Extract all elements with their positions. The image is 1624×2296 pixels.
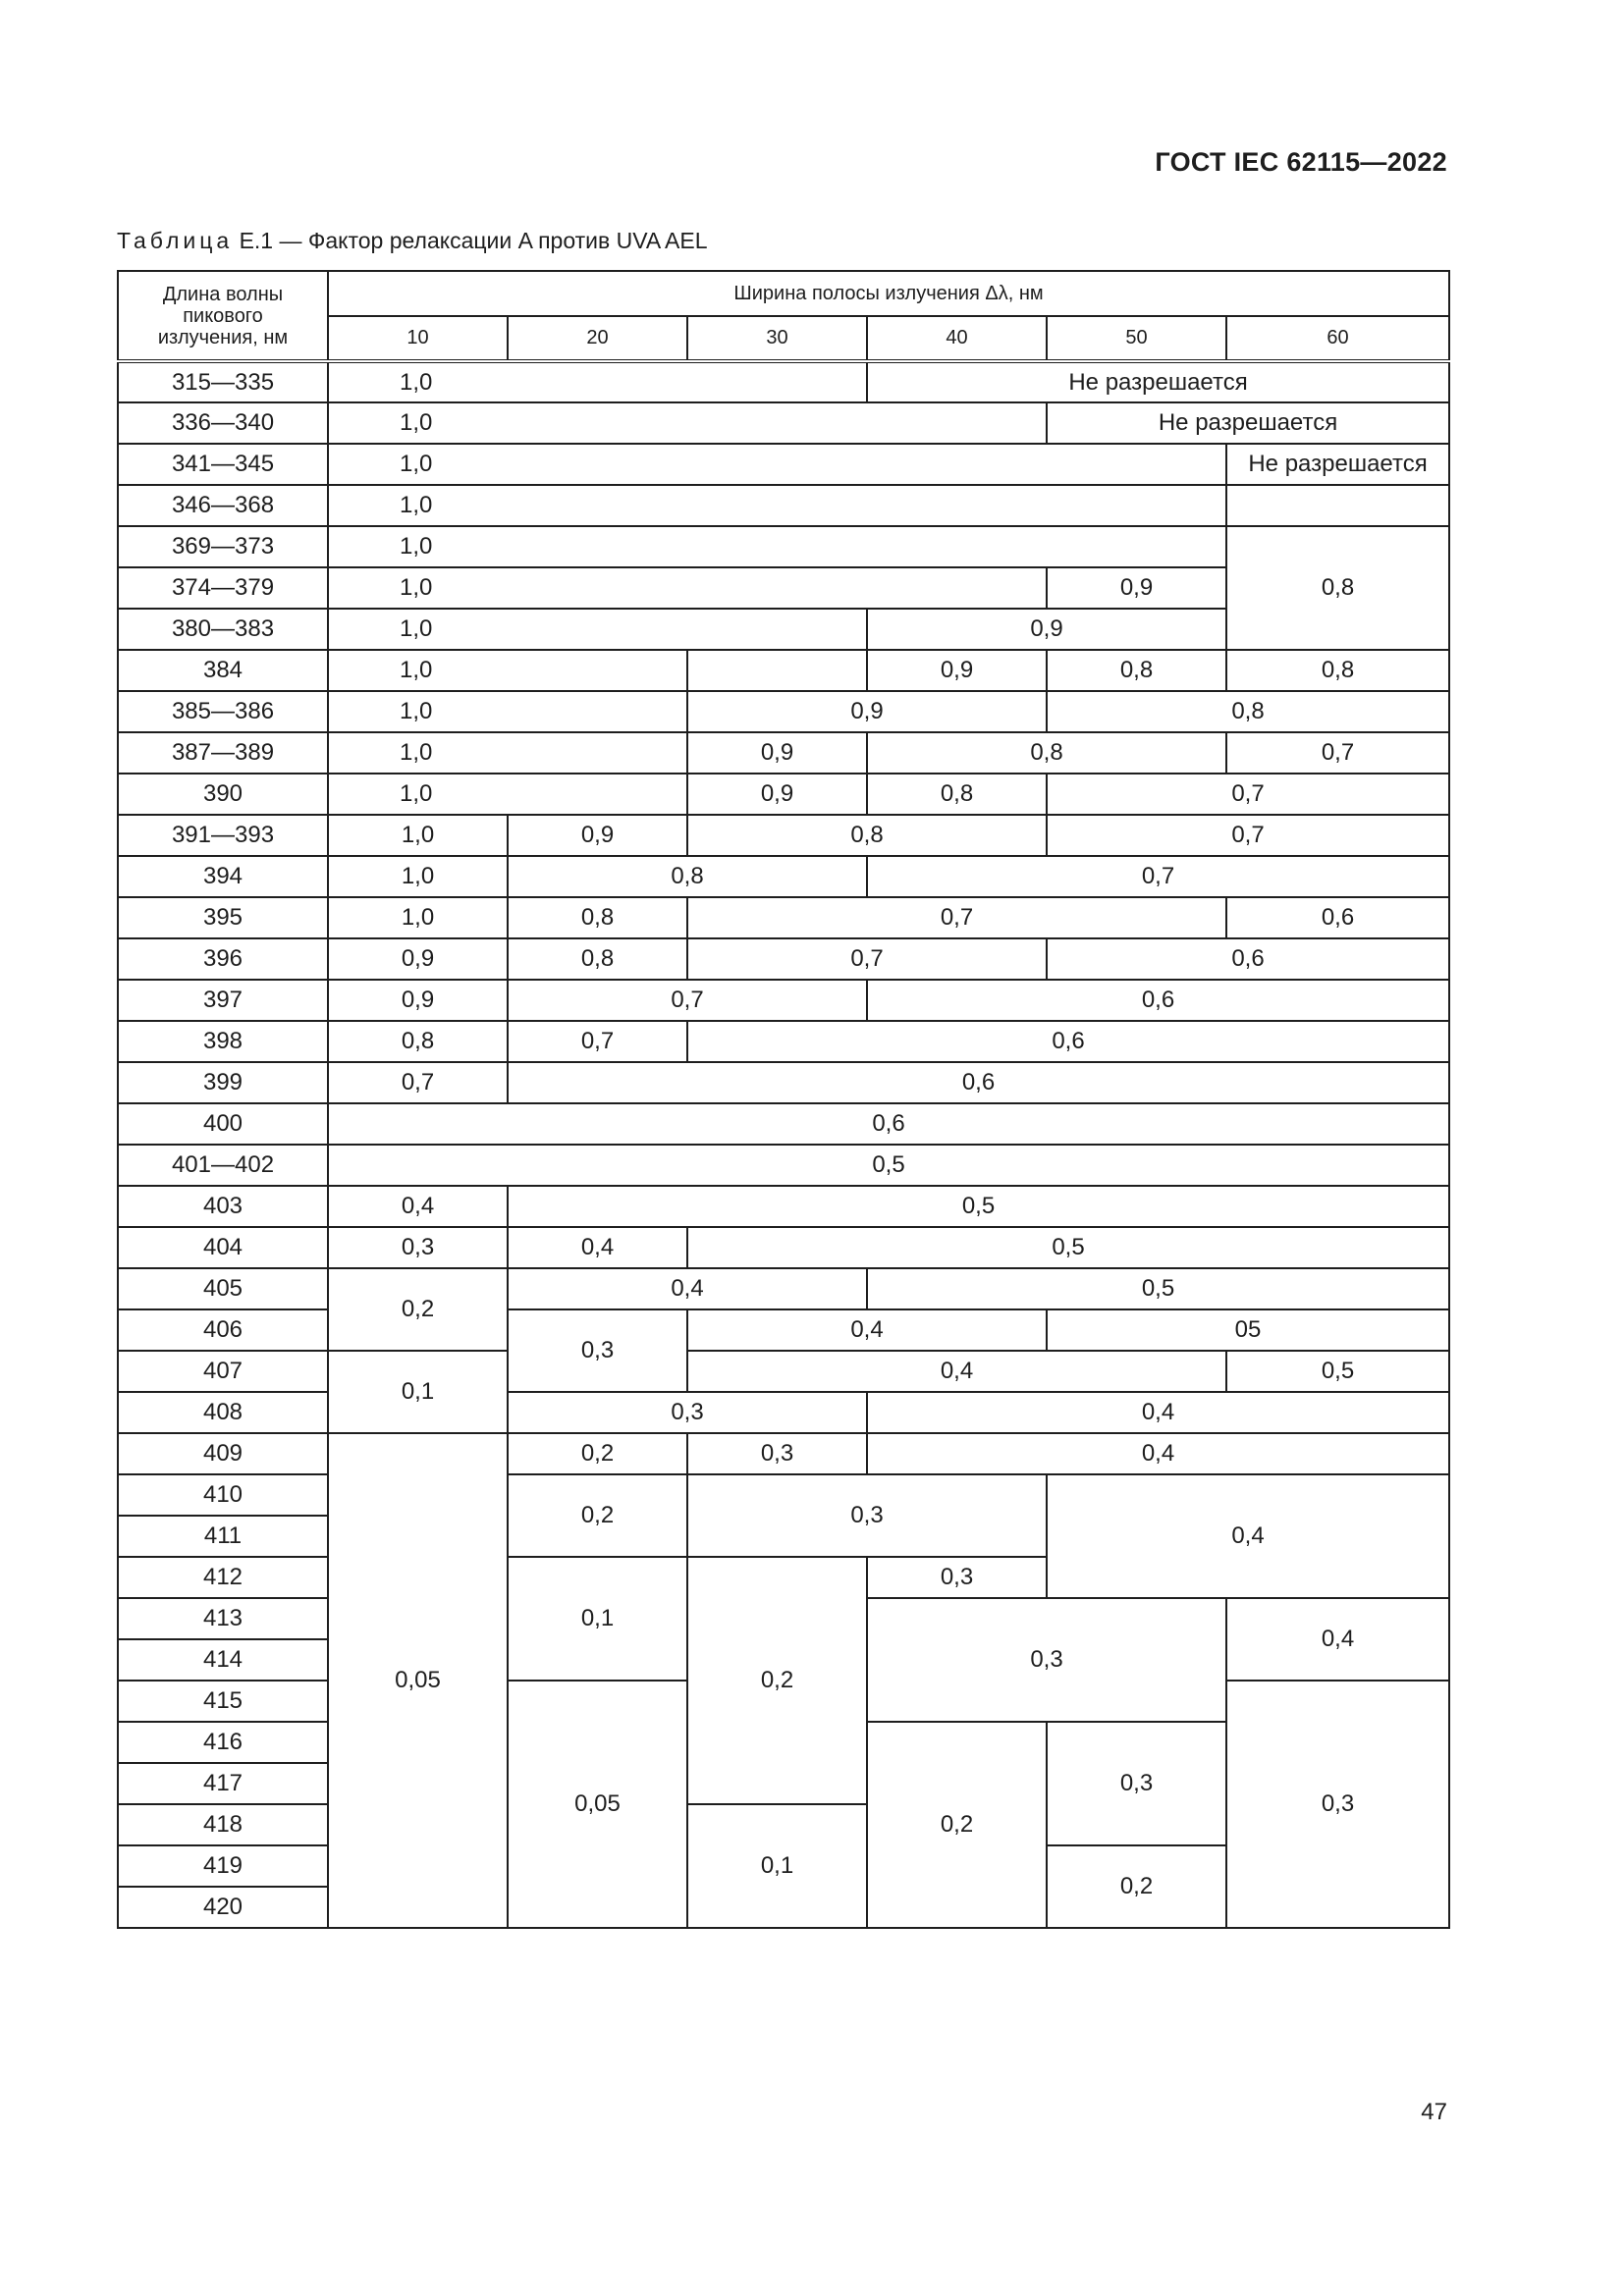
factor-cell: 0,8 <box>1047 691 1449 732</box>
factor-cell: 0,4 <box>508 1268 867 1309</box>
factor-cell: 0,8 <box>1226 526 1449 650</box>
factor-cell: 0,4 <box>1226 1598 1449 1681</box>
factor-cell: 0,4 <box>328 1186 508 1227</box>
table-row <box>118 1351 1449 1392</box>
wavelength-cell: 414 <box>118 1639 328 1681</box>
factor-cell: 0,4 <box>687 1351 1226 1392</box>
factor-cell: 0,6 <box>687 1021 1449 1062</box>
factor-cell: 0,7 <box>508 1021 687 1062</box>
factor-cell: 0,8 <box>508 897 687 938</box>
factor-cell: 1,0 <box>328 485 1226 526</box>
factor-cell: 1,0 <box>328 774 687 815</box>
factor-cell: 0,9 <box>508 815 687 856</box>
wavelength-cell: 385—386 <box>118 691 328 732</box>
wavelength-cell: 413 <box>118 1598 328 1639</box>
factor-cell: 1,0 <box>328 815 508 856</box>
factor-cell: 1,0 <box>328 567 1047 609</box>
table-row <box>118 1309 1449 1351</box>
factor-cell: 0,1 <box>328 1351 508 1433</box>
factor-cell: 1,0 <box>328 732 687 774</box>
factor-cell: 0,8 <box>687 815 1047 856</box>
wavelength-cell: 391—393 <box>118 815 328 856</box>
wavelength-column-header: Длина волны пикового излучения, нм <box>118 271 328 361</box>
factor-cell: 0,8 <box>508 856 867 897</box>
table-row <box>118 856 1449 897</box>
factor-cell: 0,6 <box>867 980 1449 1021</box>
wavelength-cell: 412 <box>118 1557 328 1598</box>
factor-cell: 1,0 <box>328 361 867 402</box>
factor-cell: 0,2 <box>1047 1845 1226 1928</box>
factor-cell: Не разрешается <box>1226 444 1449 485</box>
factor-cell: 0,3 <box>1047 1722 1226 1845</box>
table-row <box>118 815 1449 856</box>
factor-cell: 05 <box>1047 1309 1449 1351</box>
factor-cell: 0,2 <box>687 1557 867 1804</box>
factor-cell: 0,8 <box>1226 650 1449 691</box>
factor-cell: 0,9 <box>687 774 867 815</box>
table-row <box>118 774 1449 815</box>
wavelength-cell: 387—389 <box>118 732 328 774</box>
wavelength-cell: 404 <box>118 1227 328 1268</box>
factor-cell: 1,0 <box>328 650 687 691</box>
bandwidth-header-cell: 20 <box>508 316 687 361</box>
factor-cell: 0,8 <box>867 774 1047 815</box>
wavelength-cell: 374—379 <box>118 567 328 609</box>
factor-cell: 0,7 <box>1047 774 1449 815</box>
factor-cell: 0,8 <box>867 732 1226 774</box>
wavelength-cell: 400 <box>118 1103 328 1145</box>
wavelength-cell: 336—340 <box>118 402 328 444</box>
wavelength-cell: 398 <box>118 1021 328 1062</box>
wavelength-cell: 346—368 <box>118 485 328 526</box>
wavelength-cell: 406 <box>118 1309 328 1351</box>
bandwidth-header-cell: 40 <box>867 316 1047 361</box>
factor-cell: 1,0 <box>328 897 508 938</box>
factor-cell: Не разрешается <box>1047 402 1449 444</box>
table-row <box>118 1103 1449 1145</box>
factor-cell: Не разрешается <box>867 361 1449 402</box>
wavelength-cell: 411 <box>118 1516 328 1557</box>
factor-cell: 0,1 <box>687 1804 867 1928</box>
factor-cell: 0,9 <box>328 980 508 1021</box>
factor-cell: 0,8 <box>328 1021 508 1062</box>
factor-cell: 0,7 <box>687 938 1047 980</box>
factor-cell: 0,3 <box>867 1557 1047 1598</box>
factor-cell: 1,0 <box>328 444 1226 485</box>
table-row <box>118 1433 1449 1474</box>
bandwidth-header-cell: 60 <box>1226 316 1449 361</box>
factor-cell: 0,7 <box>1047 815 1449 856</box>
wavelength-cell: 410 <box>118 1474 328 1516</box>
table-row <box>118 1227 1449 1268</box>
factor-cell: 0,4 <box>1047 1474 1449 1598</box>
wavelength-cell: 419 <box>118 1845 328 1887</box>
document-id: ГОСТ IEC 62115—2022 <box>1155 147 1447 177</box>
factor-cell: 0,9 <box>687 691 1047 732</box>
table-row <box>118 526 1449 567</box>
factor-cell <box>1226 485 1449 526</box>
table-row <box>118 1186 1449 1227</box>
table-row <box>118 1062 1449 1103</box>
table-row <box>118 691 1449 732</box>
caption-prefix: Таблица <box>117 228 234 253</box>
factor-cell: 0,4 <box>508 1227 687 1268</box>
table-caption <box>117 228 708 254</box>
factor-cell: 0,7 <box>328 1062 508 1103</box>
factor-cell: 0,7 <box>867 856 1449 897</box>
factor-cell: 0,9 <box>1047 567 1226 609</box>
table-row <box>118 1145 1449 1186</box>
factor-cell: 0,9 <box>328 938 508 980</box>
factor-cell: 0,9 <box>867 650 1047 691</box>
factor-cell: 1,0 <box>328 691 687 732</box>
wavelength-cell: 401—402 <box>118 1145 328 1186</box>
wavelength-cell: 396 <box>118 938 328 980</box>
table-row <box>118 444 1449 485</box>
wavelength-cell: 315—335 <box>118 361 328 402</box>
caption-number: Е.1 <box>239 228 274 253</box>
wavelength-cell: 390 <box>118 774 328 815</box>
factor-cell: 1,0 <box>328 609 867 650</box>
factor-cell: 0,6 <box>1226 897 1449 938</box>
wavelength-cell: 384 <box>118 650 328 691</box>
factor-cell <box>687 650 867 691</box>
wavelength-cell: 408 <box>118 1392 328 1433</box>
page-number: 47 <box>1421 2099 1447 2125</box>
factor-cell: 0,3 <box>687 1474 1047 1557</box>
factor-cell: 0,05 <box>328 1433 508 1928</box>
relaxation-factor-table <box>117 270 1450 1929</box>
factor-cell: 0,3 <box>508 1309 687 1392</box>
wavelength-cell: 399 <box>118 1062 328 1103</box>
factor-cell: 0,7 <box>1226 732 1449 774</box>
bandwidth-group-header: Ширина полосы излучения Δλ, нм <box>328 271 1449 316</box>
factor-cell: 1,0 <box>328 402 1047 444</box>
factor-cell: 0,6 <box>1047 938 1449 980</box>
factor-cell: 0,05 <box>508 1681 687 1928</box>
factor-cell: 0,9 <box>687 732 867 774</box>
factor-cell: 1,0 <box>328 856 508 897</box>
table-row <box>118 1474 1449 1516</box>
factor-cell: 0,7 <box>508 980 867 1021</box>
factor-cell: 0,3 <box>687 1433 867 1474</box>
factor-cell: 0,5 <box>508 1186 1449 1227</box>
table-row <box>118 485 1449 526</box>
factor-cell: 0,8 <box>508 938 687 980</box>
factor-cell: 0,8 <box>1047 650 1226 691</box>
factor-cell: 0,1 <box>508 1557 687 1681</box>
table-row <box>118 1268 1449 1309</box>
factor-cell: 0,3 <box>867 1598 1226 1722</box>
table-row <box>118 650 1449 691</box>
wavelength-cell: 407 <box>118 1351 328 1392</box>
wavelength-cell: 341—345 <box>118 444 328 485</box>
wavelength-cell: 409 <box>118 1433 328 1474</box>
factor-cell: 0,4 <box>687 1309 1047 1351</box>
wavelength-cell: 403 <box>118 1186 328 1227</box>
factor-cell: 0,2 <box>867 1722 1047 1928</box>
bandwidth-header-cell: 10 <box>328 316 508 361</box>
wavelength-cell: 405 <box>118 1268 328 1309</box>
factor-cell: 0,7 <box>687 897 1226 938</box>
table-row <box>118 402 1449 444</box>
factor-cell: 0,6 <box>328 1103 1449 1145</box>
factor-cell: 0,2 <box>508 1433 687 1474</box>
factor-cell: 0,9 <box>867 609 1226 650</box>
table-row <box>118 1392 1449 1433</box>
factor-cell: 1,0 <box>328 526 1226 567</box>
bandwidth-header-cell: 30 <box>687 316 867 361</box>
table-row <box>118 361 1449 402</box>
table-body <box>118 361 1449 1928</box>
factor-cell: 0,5 <box>1226 1351 1449 1392</box>
table-row <box>118 980 1449 1021</box>
wavelength-cell: 417 <box>118 1763 328 1804</box>
factor-cell: 0,5 <box>867 1268 1449 1309</box>
wavelength-cell: 380—383 <box>118 609 328 650</box>
wavelength-cell: 395 <box>118 897 328 938</box>
wavelength-cell: 420 <box>118 1887 328 1928</box>
wavelength-cell: 418 <box>118 1804 328 1845</box>
factor-cell: 0,4 <box>867 1392 1449 1433</box>
table-row <box>118 897 1449 938</box>
factor-cell: 0,3 <box>1226 1681 1449 1928</box>
wavelength-cell: 416 <box>118 1722 328 1763</box>
factor-cell: 0,5 <box>328 1145 1449 1186</box>
factor-cell: 0,5 <box>687 1227 1449 1268</box>
wavelength-cell: 394 <box>118 856 328 897</box>
table-row <box>118 732 1449 774</box>
wavelength-cell: 369—373 <box>118 526 328 567</box>
bandwidth-header-cell: 50 <box>1047 316 1226 361</box>
table-row <box>118 1021 1449 1062</box>
caption-title: — Фактор релаксации A против UVA AEL <box>279 228 708 253</box>
factor-cell: 0,6 <box>508 1062 1449 1103</box>
factor-cell: 0,2 <box>508 1474 687 1557</box>
wavelength-cell: 397 <box>118 980 328 1021</box>
factor-cell: 0,3 <box>328 1227 508 1268</box>
factor-cell: 0,4 <box>867 1433 1449 1474</box>
factor-cell: 0,2 <box>328 1268 508 1351</box>
factor-cell: 0,3 <box>508 1392 867 1433</box>
wavelength-cell: 415 <box>118 1681 328 1722</box>
table-row <box>118 938 1449 980</box>
